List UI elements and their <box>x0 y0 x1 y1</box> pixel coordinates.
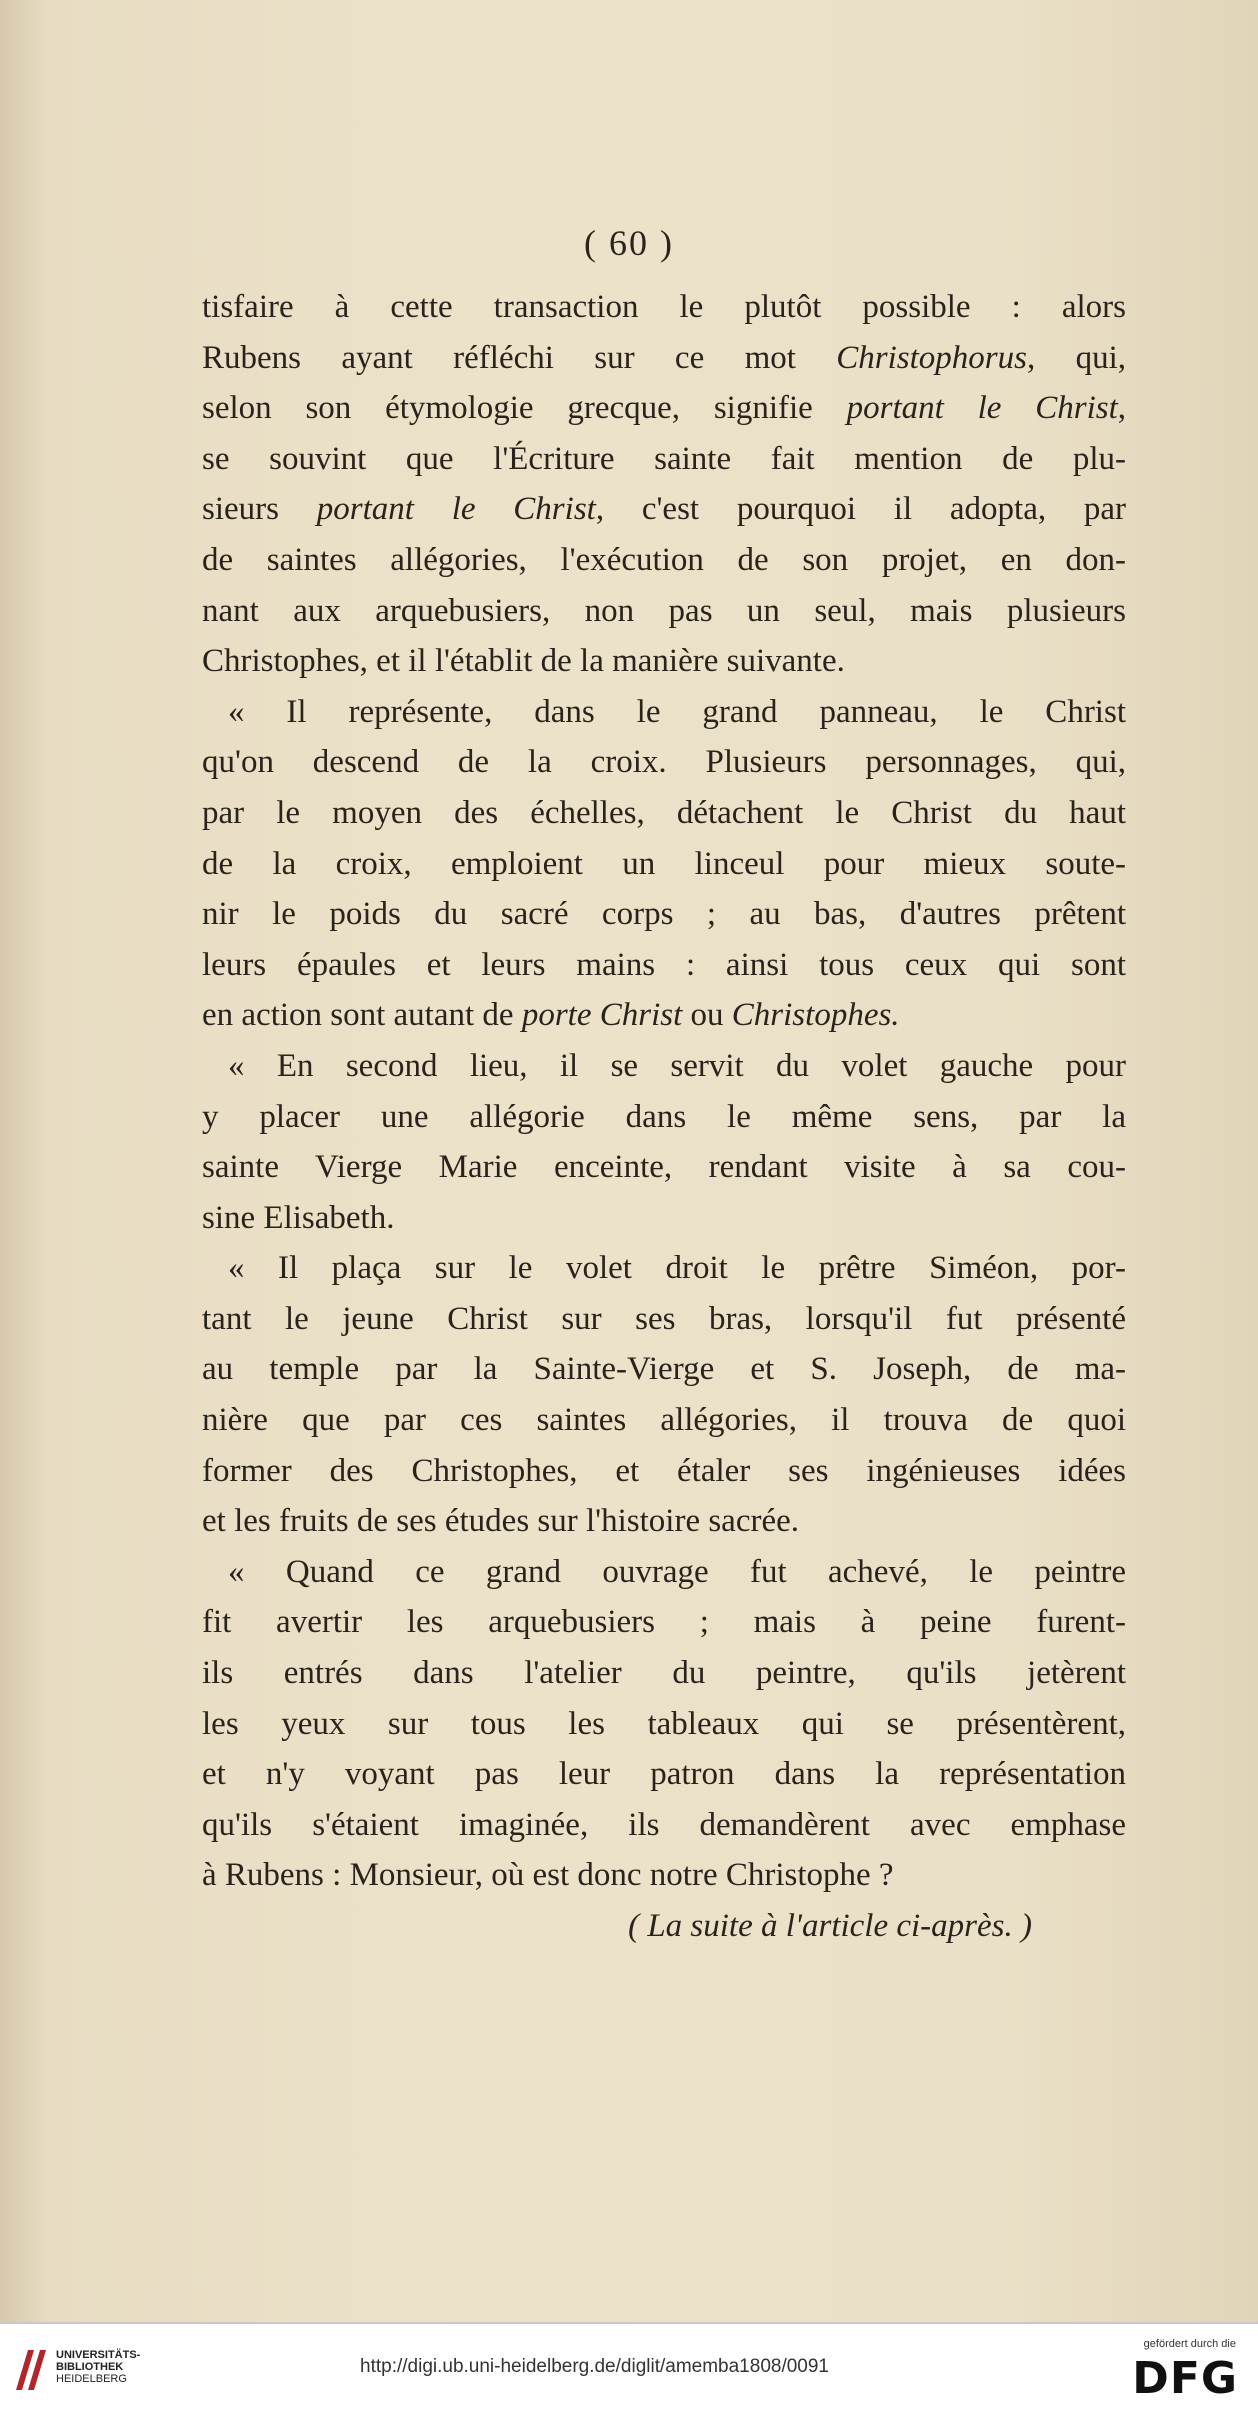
library-name-line3: HEIDELBERG <box>56 2373 127 2385</box>
dfg-caption: gefördert durch die <box>1143 2338 1236 2350</box>
text-line <box>202 1648 1126 1699</box>
text-line <box>202 1092 1126 1143</box>
text-line <box>202 1041 1126 1092</box>
text-run: de la croix, emploient un linceul pour mieux soute- <box>202 845 1126 882</box>
text-run: en action sont autant de <box>202 997 522 1034</box>
text-line <box>202 333 1126 384</box>
library-name <box>56 2349 140 2385</box>
footer-bar <box>0 2322 1258 2411</box>
text-run: nir le poids du sacré corps ; au bas, d'autres prêtent <box>202 896 1126 933</box>
text-line <box>202 1193 1126 1244</box>
text-line <box>202 1850 1126 1901</box>
text-run: et les fruits de ses études sur l'histoire sacrée. <box>202 1503 800 1540</box>
text-line <box>202 990 1126 1041</box>
text-line <box>202 1547 1126 1598</box>
text-run: , qui, <box>1026 339 1126 376</box>
text-line <box>202 636 1126 687</box>
text-run: sine Elisabeth. <box>202 1199 395 1236</box>
permalink-url[interactable]: http://digi.ub.uni-heidelberg.de/diglit/amemba1808/0091 <box>360 2356 829 2377</box>
text-run: par le moyen des échelles, détachent le Christ du haut <box>202 794 1126 831</box>
library-name-line2: BIBLIOTHEK <box>56 2361 124 2373</box>
text-line <box>202 687 1126 738</box>
text-line <box>202 484 1126 535</box>
text-line <box>202 1294 1126 1345</box>
page-number: ( 60 ) <box>584 223 674 263</box>
text-run: qu'ils s'étaient imaginée, ils demandèrent avec emphase <box>202 1806 1126 1843</box>
text-line <box>202 1496 1126 1547</box>
text-line <box>202 535 1126 586</box>
text-run: selon son étymologie grecque, signifie <box>202 390 847 427</box>
text-line <box>202 1243 1126 1294</box>
text-line <box>202 383 1126 434</box>
text-line <box>202 1800 1126 1851</box>
text-line <box>202 1749 1126 1800</box>
text-run: fit avertir les arquebusiers ; mais à peine furent- <box>202 1604 1126 1641</box>
text-run: former des Christophes, et étaler ses ingénieuses idées <box>202 1452 1126 1489</box>
text-line <box>202 788 1126 839</box>
library-name-line1: UNIVERSITÄTS- <box>56 2349 141 2361</box>
text-run: « Quand ce grand ouvrage fut achevé, le peintre <box>228 1553 1126 1590</box>
text-run: et n'y voyant pas leur patron dans la représentation <box>202 1756 1126 1793</box>
italic-term: Christophorus <box>836 339 1027 376</box>
text-run: nière que par ces saintes allégories, il trouva de quoi <box>202 1402 1126 1439</box>
continuation-note: ( La suite à l'article ci-après. ) <box>628 1908 1032 1944</box>
italic-term: Christophes. <box>731 997 900 1034</box>
dfg-logo: DFG <box>1132 2353 1238 2404</box>
text-line <box>202 737 1126 788</box>
text-line <box>202 1142 1126 1193</box>
text-run: Rubens ayant réfléchi sur ce mot <box>202 339 837 376</box>
library-logo-icon <box>14 2346 48 2392</box>
text-line <box>202 586 1126 637</box>
text-run: tisfaire à cette transaction le plutôt possible : alors <box>202 289 1126 325</box>
text-line <box>202 1446 1126 1497</box>
text-line <box>202 889 1126 940</box>
text-run: y placer une allégorie dans le même sens, par la <box>202 1098 1126 1135</box>
text-run: ils entrés dans l'atelier du peintre, qu'ils jetèrent <box>202 1655 1126 1692</box>
text-line <box>202 282 1126 333</box>
text-run: leurs épaules et leurs mains : ainsi tous ceux qui sont <box>202 946 1126 983</box>
text-run: ou <box>682 997 732 1034</box>
text-run: de saintes allégories, l'exécution de son projet, en don- <box>202 541 1126 578</box>
italic-term: portant le Christ <box>846 390 1118 427</box>
text-line <box>202 940 1126 991</box>
text-run: sieurs <box>202 491 317 528</box>
text-line <box>202 434 1126 485</box>
text-run: qu'on descend de la croix. Plusieurs personnages, qui, <box>202 744 1126 781</box>
text-run: Christophes, et il l'établit de la manière suivante. <box>202 643 845 680</box>
text-line <box>202 1344 1126 1395</box>
text-run: « Il plaça sur le volet droit le prêtre Siméon, por- <box>228 1250 1126 1287</box>
text-line <box>202 1395 1126 1446</box>
text-run: au temple par la Sainte-Vierge et S. Joseph, de ma- <box>202 1351 1126 1388</box>
italic-term: portant le Christ <box>316 491 596 528</box>
body-text <box>202 282 1126 1952</box>
text-line <box>202 1597 1126 1648</box>
text-run: « Il représente, dans le grand panneau, le Christ <box>228 693 1126 730</box>
text-run: à Rubens : Monsieur, où est donc notre Christophe ? <box>202 1857 894 1894</box>
text-run: les yeux sur tous les tableaux qui se présentèrent, <box>202 1705 1126 1742</box>
text-run: , c'est pourquoi il adopta, par <box>595 491 1126 528</box>
text-run: nant aux arquebusiers, non pas un seul, mais plusieurs <box>202 592 1126 629</box>
text-run: « En second lieu, il se servit du volet gauche pour <box>228 1047 1126 1084</box>
text-line <box>202 1699 1126 1750</box>
text-run: sainte Vierge Marie enceinte, rendant visite à sa cou- <box>202 1149 1126 1186</box>
text-run: se souvint que l'Écriture sainte fait mention de plu- <box>202 440 1126 477</box>
text-run: , <box>1117 390 1126 427</box>
italic-term: porte Christ <box>521 997 683 1034</box>
text-line <box>202 839 1126 890</box>
text-run: tant le jeune Christ sur ses bras, lorsqu'il fut présenté <box>202 1300 1126 1337</box>
